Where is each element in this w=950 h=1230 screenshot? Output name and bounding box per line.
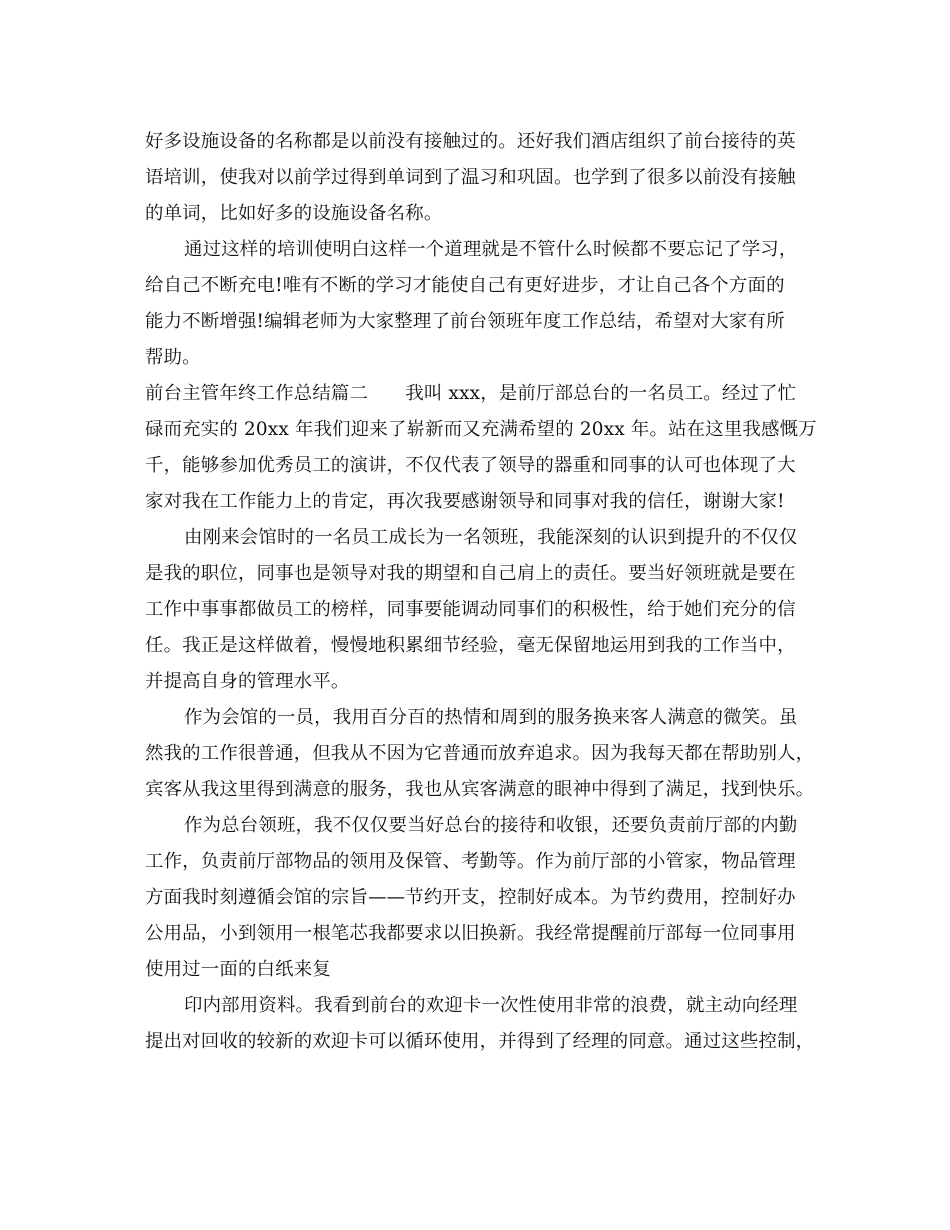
- text-line: 家对我在工作能力上的肯定，再次我要感谢领导和同事对我的信任，谢谢大家!: [145, 491, 785, 512]
- text-line: 语培训，使我对以前学过得到单词到了温习和巩固。也学到了很多以前没有接触: [145, 167, 796, 188]
- text-line: 宾客从我这里得到满意的服务，我也从宾客满意的眼神中得到了满足，找到快乐。: [145, 779, 815, 800]
- paragraph-first-line: 通过这样的培训使明白这样一个道理就是不管什么时候都不要忘记了学习，: [184, 239, 798, 260]
- text-line: 帮助。: [145, 347, 201, 368]
- text-line: 的单词，比如好多的设施设备名称。: [145, 203, 443, 224]
- text-line: 能力不断增强!编辑老师为大家整理了前台领班年度工作总结，希望对大家有所: [145, 311, 785, 332]
- text-line: 好多设施设备的名称都是以前没有接触过的。还好我们酒店组织了前台接待的英: [145, 131, 796, 152]
- text-line: 给自己不断充电!唯有不断的学习才能使自己有更好进步，才让自己各个方面的: [145, 275, 785, 296]
- text-line: 然我的工作很普通，但我从不因为它普通而放弃追求。因为我每天都在帮助别人，: [145, 743, 815, 764]
- text-line: 碌而充实的 20xx 年我们迎来了崭新而又充满希望的 20xx 年。站在这里我感慨万: [145, 419, 817, 440]
- text-line: 并提高自身的管理水平。: [145, 671, 350, 692]
- text-line: 提出对回收的较新的欢迎卡可以循环使用，并得到了经理的同意。通过这些控制，: [145, 1031, 815, 1052]
- text-line: 工作中事事都做员工的榜样，同事要能调动同事们的积极性，给于她们充分的信: [145, 599, 796, 620]
- text-line: 方面我时刻遵循会馆的宗旨——节约开支，控制好成本。为节约费用，控制好办: [145, 887, 796, 908]
- text-line: 公用品，小到领用一根笔芯我都要求以旧换新。我经常提醒前厅部每一位同事用: [145, 923, 796, 944]
- paragraph-first-line: 作为总台领班，我不仅仅要当好总台的接待和收银，还要负责前厅部的内勤: [184, 815, 798, 836]
- paragraph-first-line: 由刚来会馆时的一名员工成长为一名领班，我能深刻的认识到提升的不仅仅: [184, 527, 798, 548]
- text-line: 使用过一面的白纸来复: [145, 959, 331, 980]
- section-heading-line: 前台主管年终工作总结篇二 我叫 xxx，是前厅部总台的一名员工。经过了忙: [145, 383, 797, 404]
- text-line: 工作，负责前厅部物品的领用及保管、考勤等。作为前厅部的小管家，物品管理: [145, 851, 796, 872]
- paragraph-first-line: 印内部用资料。我看到前台的欢迎卡一次性使用非常的浪费，就主动向经理: [184, 995, 798, 1016]
- paragraph-first-line: 作为会馆的一员，我用百分百的热情和周到的服务换来客人满意的微笑。虽: [184, 707, 798, 728]
- text-line: 是我的职位，同事也是领导对我的期望和自己肩上的责任。要当好领班就是要在: [145, 563, 796, 584]
- text-line: 千，能够参加优秀员工的演讲，不仅代表了领导的器重和同事的认可也体现了大: [145, 455, 796, 476]
- text-line: 任。我正是这样做着，慢慢地积累细节经验，毫无保留地运用到我的工作当中，: [145, 635, 796, 656]
